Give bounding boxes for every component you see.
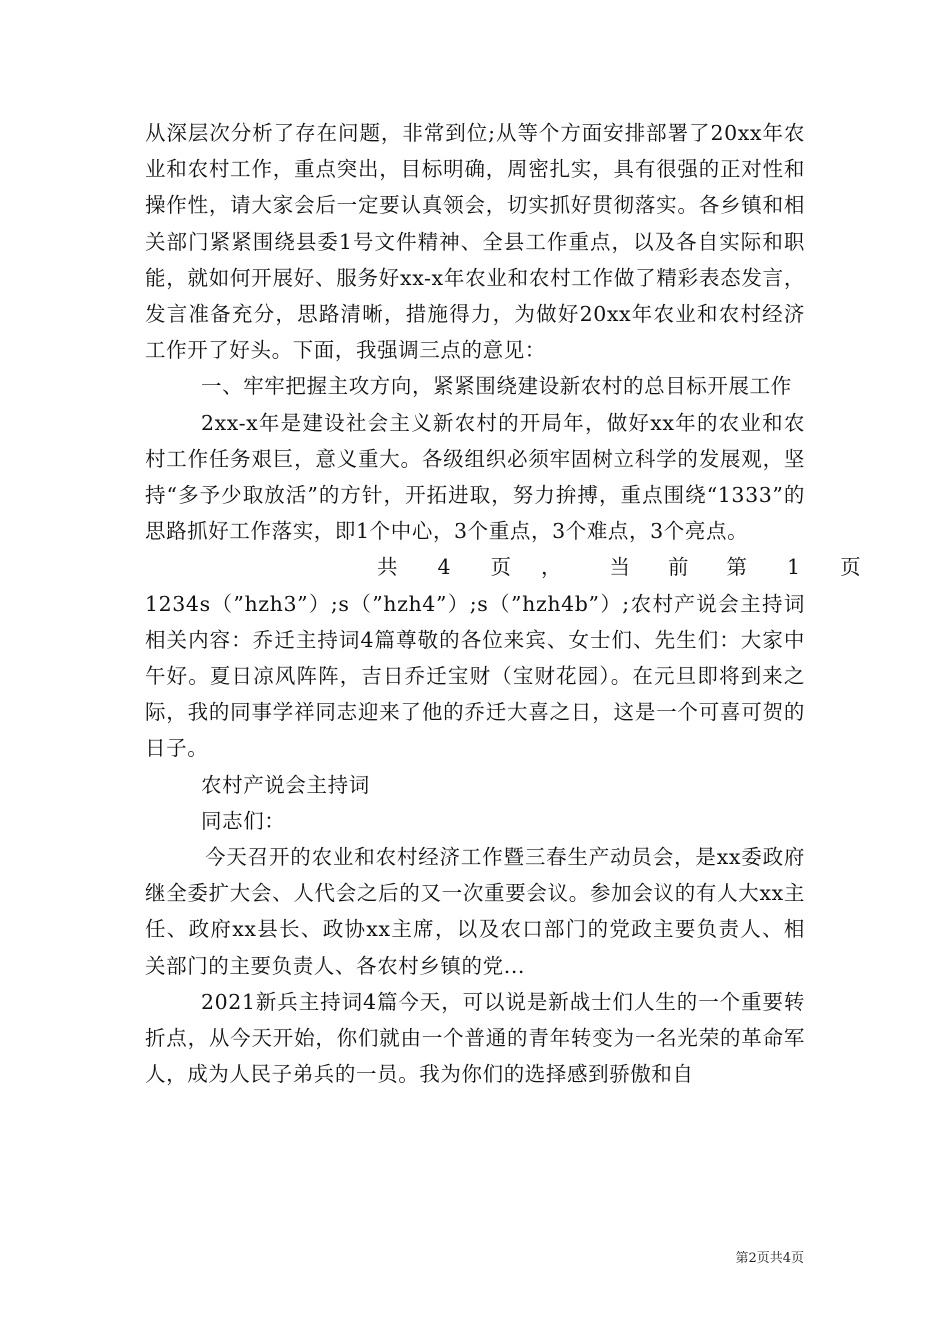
page-footer: 第2页共4页 xyxy=(735,1251,804,1266)
section-heading-1: 一、牢牢把握主攻方向，紧紧围绕建设新农村的总目标开展工作 xyxy=(201,374,792,399)
pager-char: 页 xyxy=(490,555,512,580)
paragraph-2: 2xx-x年是建设社会主义新农村的开局年，做好xx年的农业和农村工作任务艰巨，意义重大。各级组织必须牢固树立科学的发展观，坚持“多予少取放活”的方针，开拓进取，努力拚搏，重点围绕“1333”的思路抓好工作落实，即1个中心，3个重点，3个难点，3个亮点。 xyxy=(145,410,805,544)
pager-char: ， xyxy=(541,555,562,580)
salutation: 同志们： xyxy=(201,808,286,833)
document-body xyxy=(145,115,861,1092)
pager-char: 第 xyxy=(726,555,748,580)
pager-char: 当 xyxy=(609,555,631,580)
pager-char: 页 xyxy=(840,555,861,580)
paragraph-3: 1234s（”hzh3”）;s（”hzh4”）;s（”hzh4b”）;农村产说会主持词相关内容：乔迁主持词4篇尊敬的各位来宾、女士们、先生们：大家中午好。夏日凉风阵阵，吉日乔迁宝财（宝财花园）。在元旦即将到来之际，我的同事学祥同志迎来了他的乔迁大喜之日，这是一个可喜可贺的日子。 xyxy=(145,591,805,761)
section-title: 农村产说会主持词 xyxy=(201,772,370,797)
pager-char: 共 xyxy=(377,555,398,580)
paragraph-4: 今天召开的农业和农村经济工作暨三春生产动员会，是xx委政府继全委扩大会、人代会之后的又一次重要会议。参加会议的有人大xx主任、政府xx县长、政协xx主席，以及农口部门的党政主要负责人、相关部门的主要负责人、各农村乡镇的党... xyxy=(145,845,805,978)
paragraph-1: 从深层次分析了存在问题，非常到位;从等个方面安排部署了20xx年农业和农村工作，重点突出，目标明确，周密扎实，具有很强的正对性和操作性，请大家会后一定要认真领会，切实抓好贯彻落实。各乡镇和相关部门紧紧围绕县委1号文件精神、全县工作重点，以及各自实际和职能，就如何开展好、服务好xx-x年农业和农村工作做了精彩表态发言，发言准备充分，思路清晰，措施得力，为做好20xx年农业和农村经济工作开了好头。下面，我强调三点的意见： xyxy=(145,121,805,363)
page-counter-line xyxy=(145,549,861,585)
pager-char: 4 xyxy=(437,555,451,580)
paragraph-5: 2021新兵主持词4篇今天，可以说是新战士们人生的一个重要转折点，从今天开始，你们就由一个普通的青年转变为一名光荣的革命军人，成为人民子弟兵的一员。我为你们的选择感到骄傲和自 xyxy=(145,989,805,1087)
pager-char: 前 xyxy=(668,555,689,580)
pager-char: 1 xyxy=(787,555,801,580)
